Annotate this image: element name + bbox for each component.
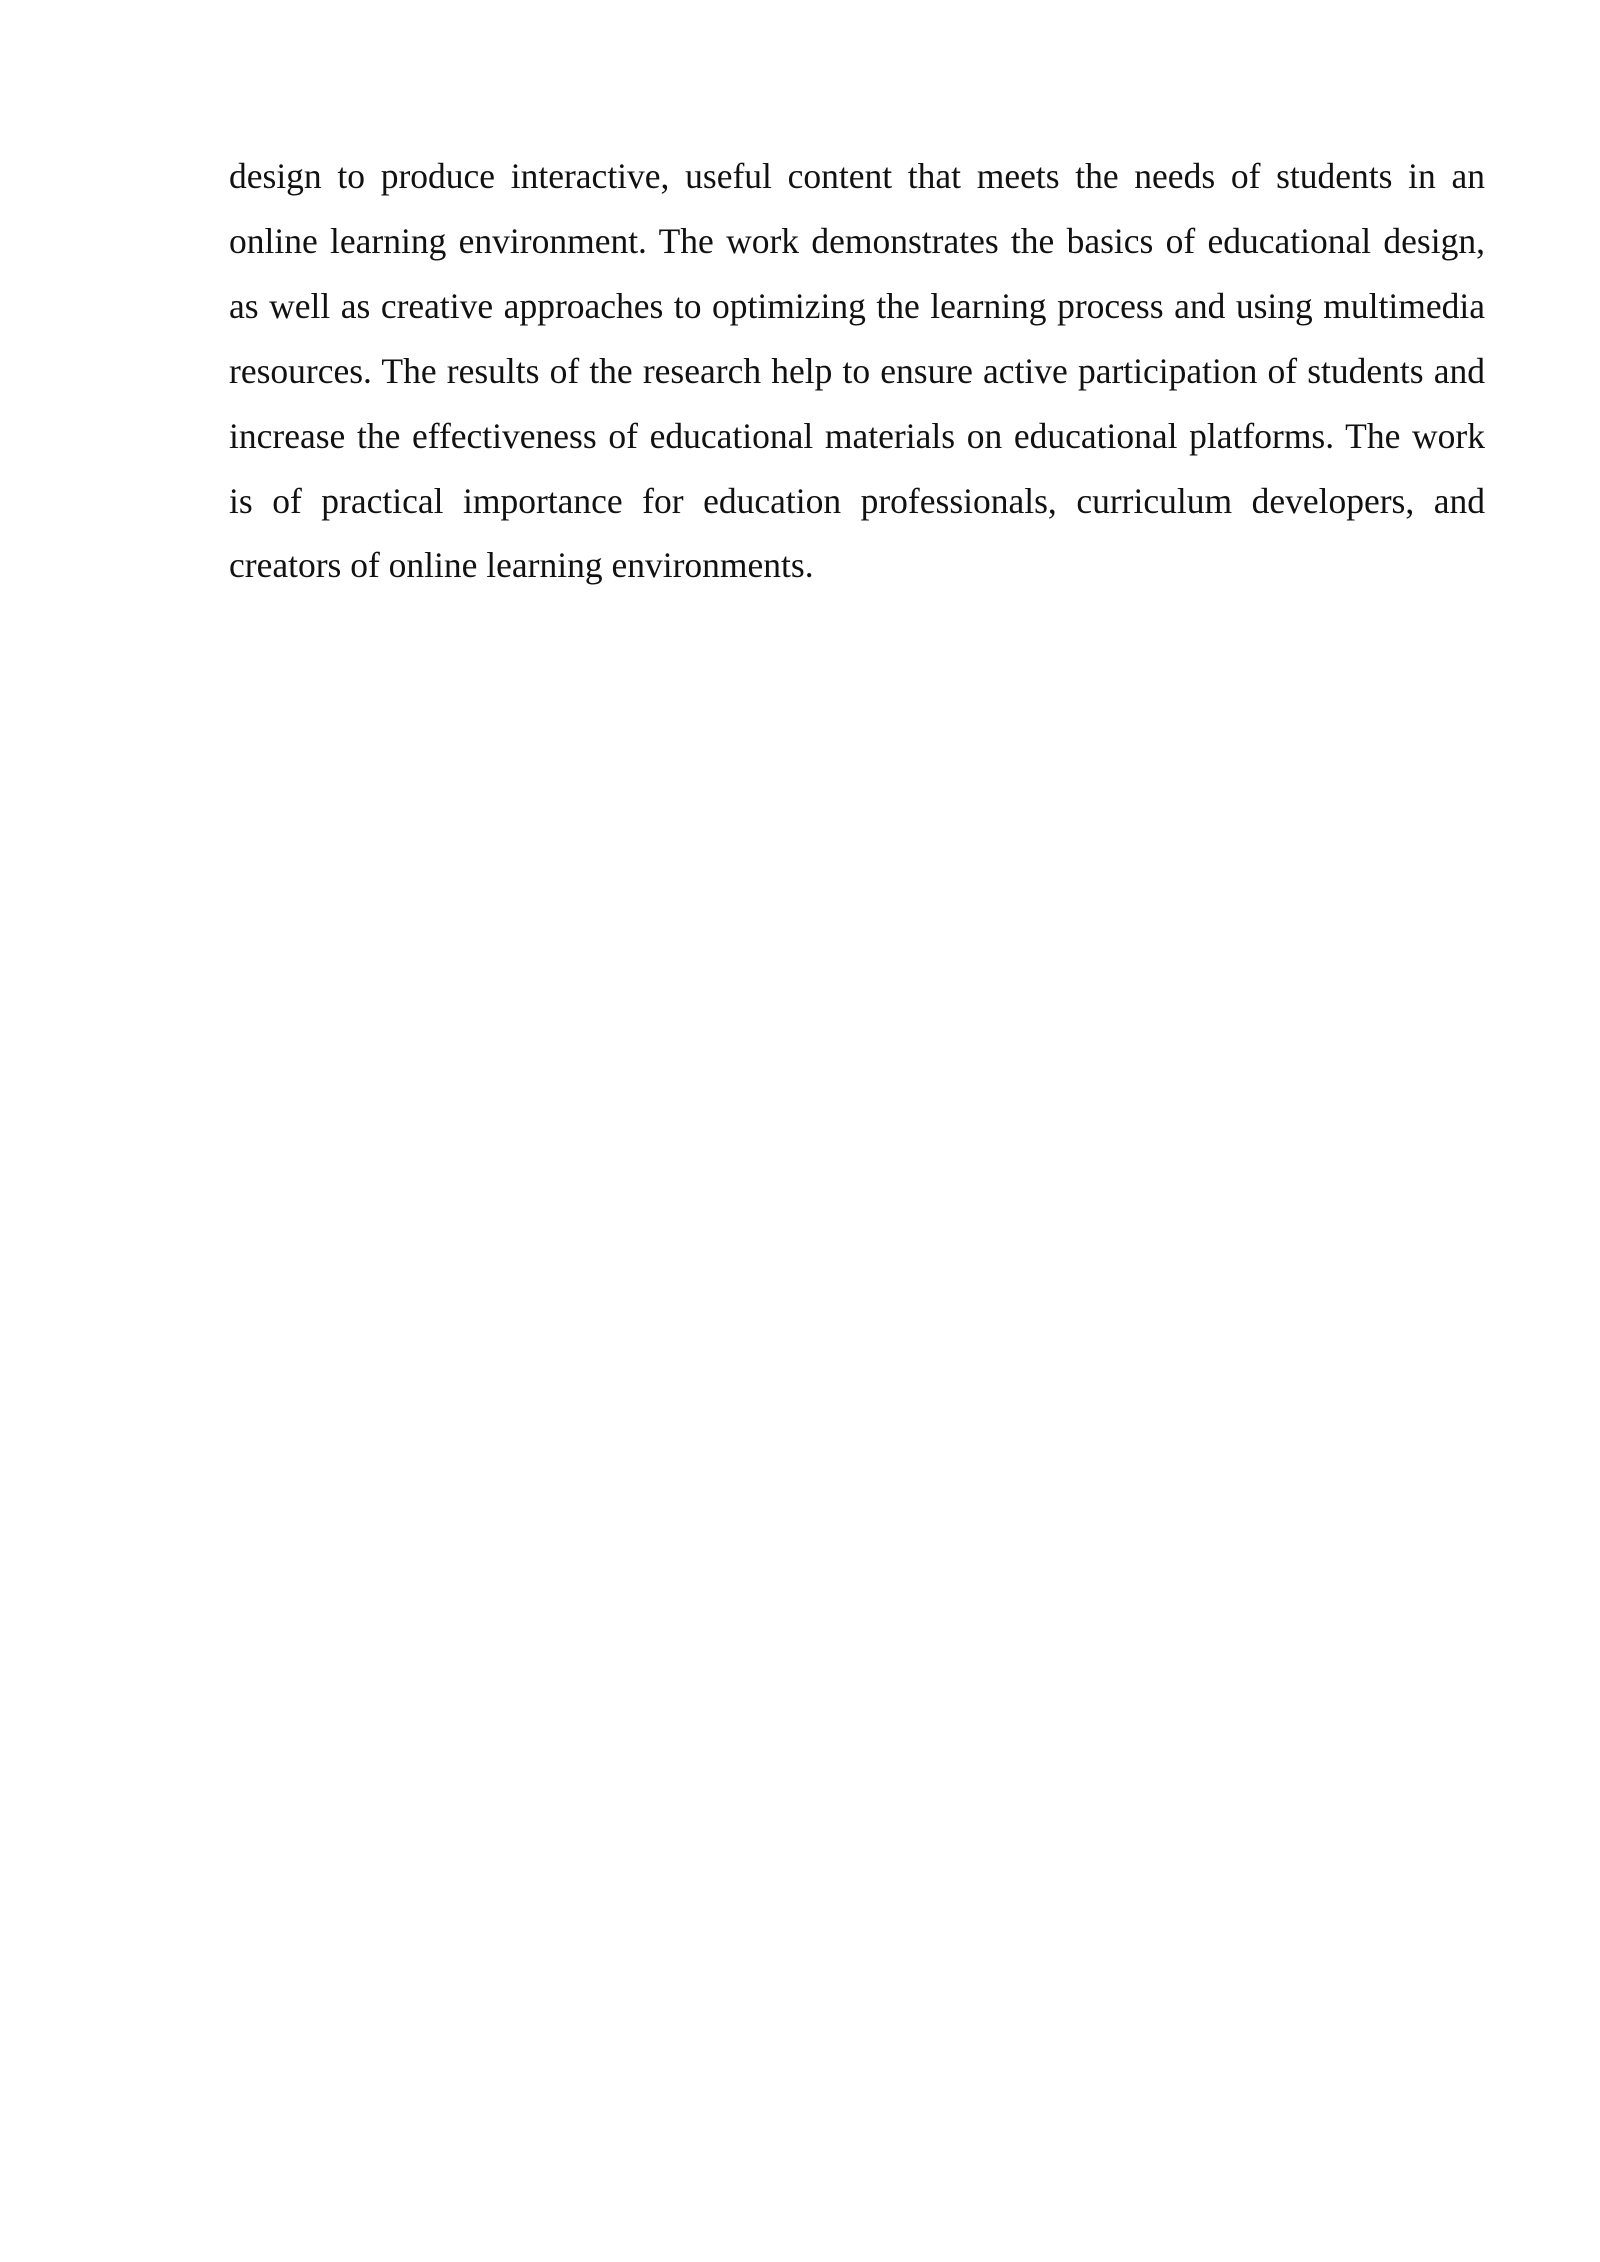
body-paragraph: design to produce interactive, useful content that meets the needs of students in an online learning environment. The work demonstrates the basics of educational design, as well as creative approaches to optimizing the learning process and using multimedia resources. The results of the research help to ensure active participation of students and increase the effectiveness of educational materials on educational platforms. The work is of practical importance for education professionals, curriculum developers, and creators of online learning environments.	[229, 156, 1485, 586]
